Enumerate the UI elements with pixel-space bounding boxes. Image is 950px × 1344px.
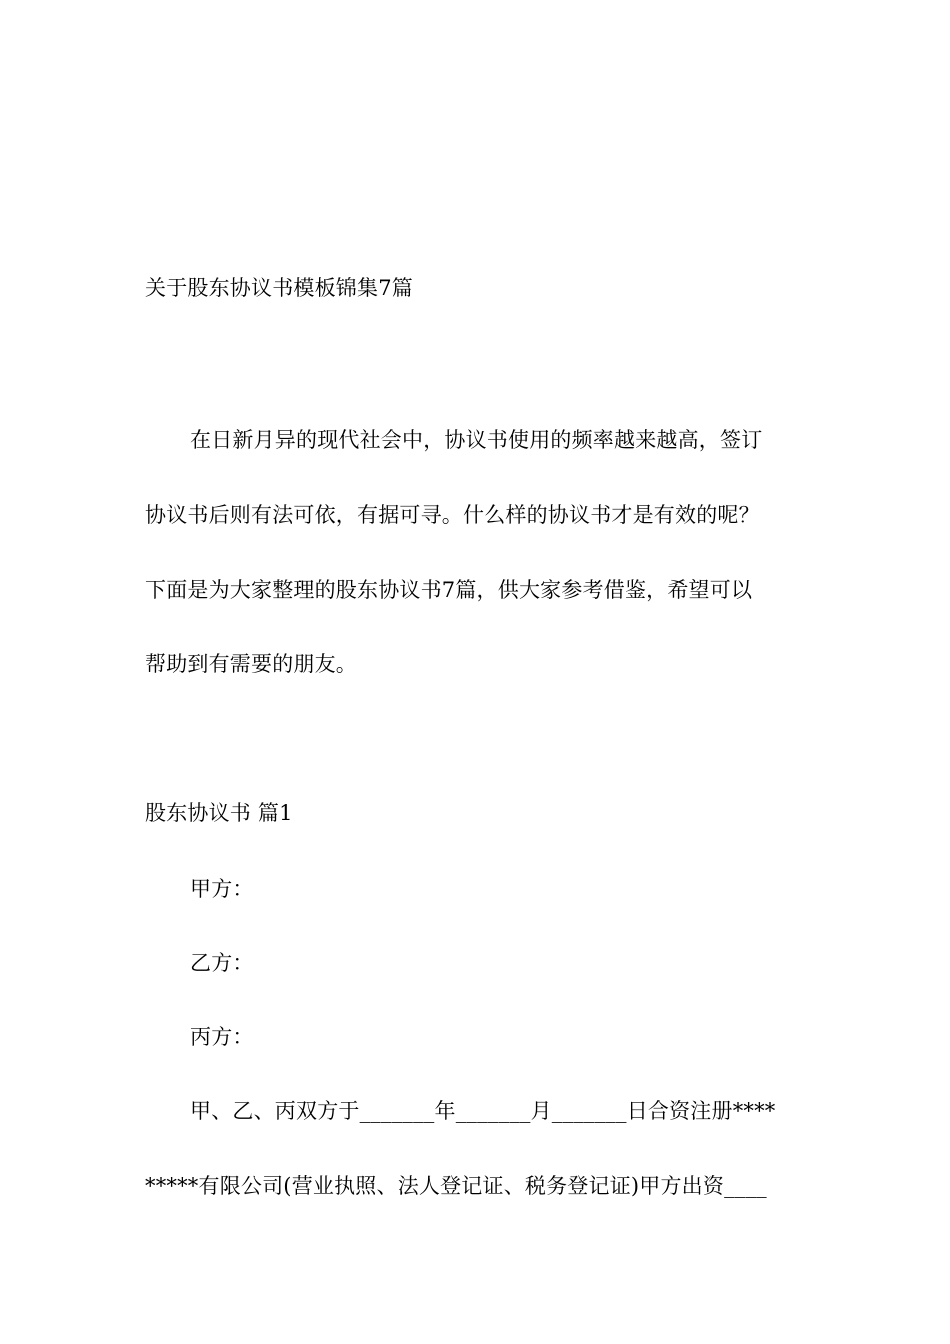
intro-paragraph-line-1: 在日新月异的现代社会中，协议书使用的频率越来越高，签订 <box>190 428 763 452</box>
party-b-label: 乙方： <box>190 951 254 975</box>
document-title: 关于股东协议书模板锦集7篇 <box>145 276 413 300</box>
intro-paragraph-line-4: 帮助到有需要的朋友。 <box>145 652 357 676</box>
section-heading: 股东协议书 篇1 <box>145 801 293 825</box>
clause-line-2: *****有限公司(营业执照、法人登记证、税务登记证)甲方出资____ <box>145 1174 767 1198</box>
intro-paragraph-line-2: 协议书后则有法可依，有据可寻。什么样的协议书才是有效的呢？ <box>145 503 760 527</box>
clause-line-1: 甲、乙、丙双方于_______年_______月_______日合资注册**** <box>190 1099 776 1123</box>
party-a-label: 甲方： <box>190 877 254 901</box>
party-c-label: 丙方： <box>190 1025 254 1049</box>
intro-paragraph-line-3: 下面是为大家整理的股东协议书7篇，供大家参考借鉴，希望可以 <box>145 578 753 602</box>
